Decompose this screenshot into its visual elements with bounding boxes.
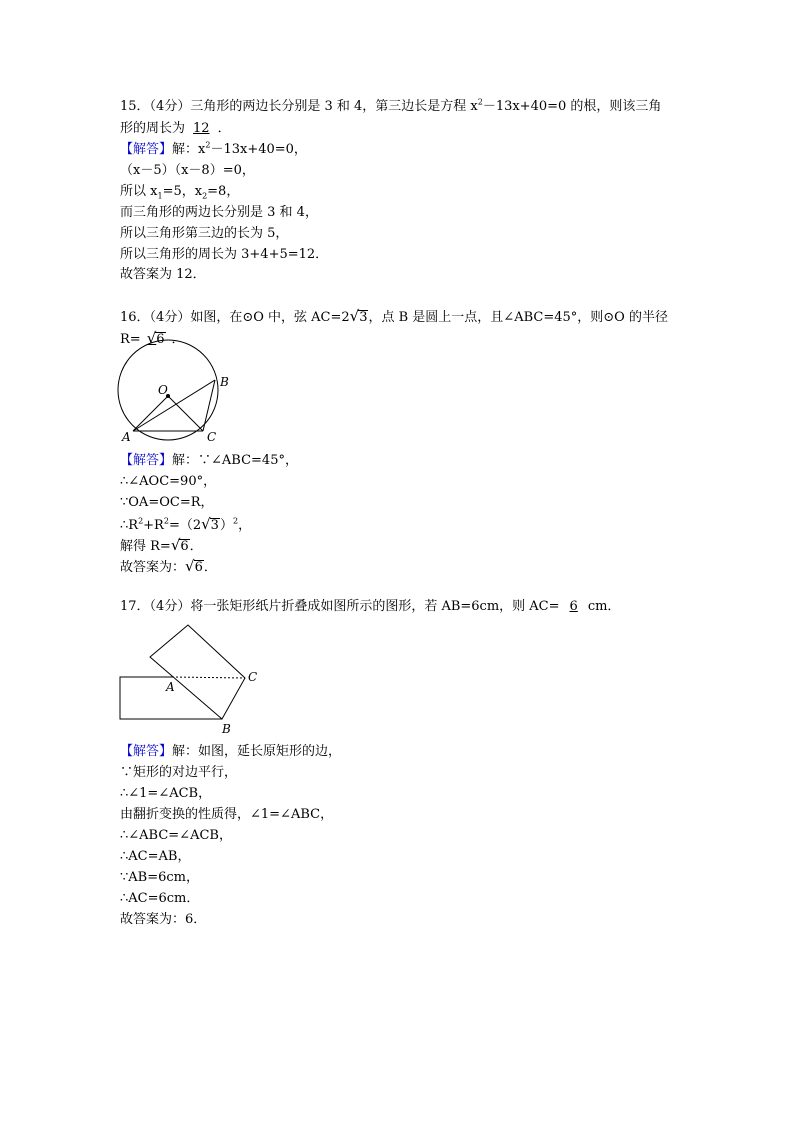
q16-sol-text: 解得 R= [120,539,171,554]
q17-solution-line4: 由翻折变换的性质得，∠1=∠ABC， [120,807,334,822]
q15-solution-line4: 而三角形的两边长分别是 3 和 4， [120,205,318,220]
label-a: A [166,680,175,694]
radical-sign: √ [185,557,195,575]
q15-solution-line2: （x－5）（x－8）=0， [120,163,255,178]
q16-circle-figure [118,348,228,444]
q16-stem-line1 [120,307,668,327]
q17-solution-line3: ∴∠1=∠ACB， [120,786,212,801]
q16-sol-text: 故答案为： [120,560,186,575]
radical-sign: √ [170,536,181,554]
punct: ． [171,332,185,347]
exponent: 2 [205,140,211,150]
q15-solution-line7: 故答案为 12． [120,267,206,282]
solution-tag: 【解答】 [120,453,173,468]
punct: ， [238,518,252,533]
q16-solution-line4 [120,515,251,535]
radicand: 3 [359,310,368,325]
q16-sol-text: +R [143,518,164,533]
q17-solution-line9: 故答案为：6． [120,912,207,927]
exponent: 2 [477,97,483,107]
q16-stem-line2-text: R= [120,332,141,347]
q15-stem-text: 15．（4分）三角形的两边长分别是 3 和 4，第三边长是方程 x [120,99,478,114]
q17-answer-blank: 6 [569,599,578,614]
q17-sol-text: 解：如图，延长原矩形的边， [172,744,342,759]
radius-oc [168,396,203,431]
exponent: 2 [138,516,144,526]
punct: ． [189,539,203,554]
q15-sol-text: －13x+40=0， [210,142,307,157]
q15-solution-line1 [120,141,307,159]
q16-stem-tail: ，点 B 是圆上一点，且∠ABC=45°，则⊙O 的半径 [368,310,668,325]
q15-stem-tail: －13x+40=0 的根，则该三角 [482,99,662,114]
q17-solution-line8: ∴AC=6cm． [120,891,200,906]
q17-solution-line2: ∵矩形的对边平行， [120,765,238,780]
q17-stem-tail: cm． [587,599,621,614]
q16-stem-line2 [120,329,185,349]
punct: ． [217,121,231,136]
radical-sign: √ [146,329,157,347]
q17-stem-line1 [120,598,620,616]
label-a: A [122,430,131,444]
punct: ． [203,560,217,575]
q16-solution-line3: ∵OA=OC=R， [120,495,214,510]
q15-solution-line6: 所以三角形的周长为 3+4+5=12． [120,247,329,262]
radicand: 6 [156,332,165,347]
radicand: 3 [210,518,219,533]
q15-answer-blank: 12 [193,121,210,136]
q15-sol-text: =5，x [162,184,203,199]
label-b: B [222,722,231,736]
q17-solution-line6: ∴AC=AB， [120,849,191,864]
dashed-extension [172,677,245,678]
label-c: C [207,430,217,444]
q15-solution-line5: 所以三角形第三边的长为 5， [120,226,289,241]
q15-sol-text: 所以 x [120,184,158,199]
q16-sol-text: ） [219,518,233,533]
q16-sol-text: =（2 [168,518,202,533]
label-o: O [158,383,168,397]
q17-solution-line5: ∴∠ABC=∠ACB， [120,828,232,843]
q17-solution-line7: ∵AB=6cm， [120,870,199,885]
radicand: 6 [194,560,203,575]
exponent: 2 [232,516,239,526]
label-c: C [248,670,258,684]
q15-stem-line2 [120,120,231,138]
segment-bc [203,380,215,431]
q15-stem-line1 [120,98,661,116]
q15-sol-text: 解：x [172,142,206,157]
q16-sol-text: 解：∵∠ABC=45°， [172,453,298,468]
q15-solution-line3 [120,183,239,201]
solution-tag: 【解答】 [120,744,173,759]
subscript: 2 [202,191,208,201]
subscript: 1 [157,191,163,201]
q17-solution-line1 [120,743,341,761]
q17-fold-figure [118,622,268,737]
q16-solution-line6 [120,557,217,577]
radical-sign: √ [201,515,211,533]
q17-stem-text: 17．（4分）将一张矩形纸片折叠成如图所示的图形，若 AB=6cm，则 AC= [120,599,560,614]
q15-stem-line2-text: 形的周长为 [120,121,186,136]
q16-sol-text: ∴R [120,518,139,533]
q15-sol-text: =8， [207,184,240,199]
radius-oa [133,396,168,431]
solution-tag: 【解答】 [120,142,173,157]
radicand: 6 [180,539,189,554]
q16-solution-line2: ∴∠AOC=90°， [120,474,217,489]
q16-solution-line1 [120,452,298,470]
q16-solution-line5 [120,536,203,556]
exponent: 2 [163,516,169,526]
q16-stem-text: 16．（4分）如图，在⊙O 中，弦 AC=2 [120,310,350,325]
segment-ab [133,380,215,431]
circle [118,340,218,440]
radical-sign: √ [349,307,360,325]
folded-part [150,625,245,719]
q16-answer-blank [141,329,172,347]
label-b: B [220,375,229,389]
